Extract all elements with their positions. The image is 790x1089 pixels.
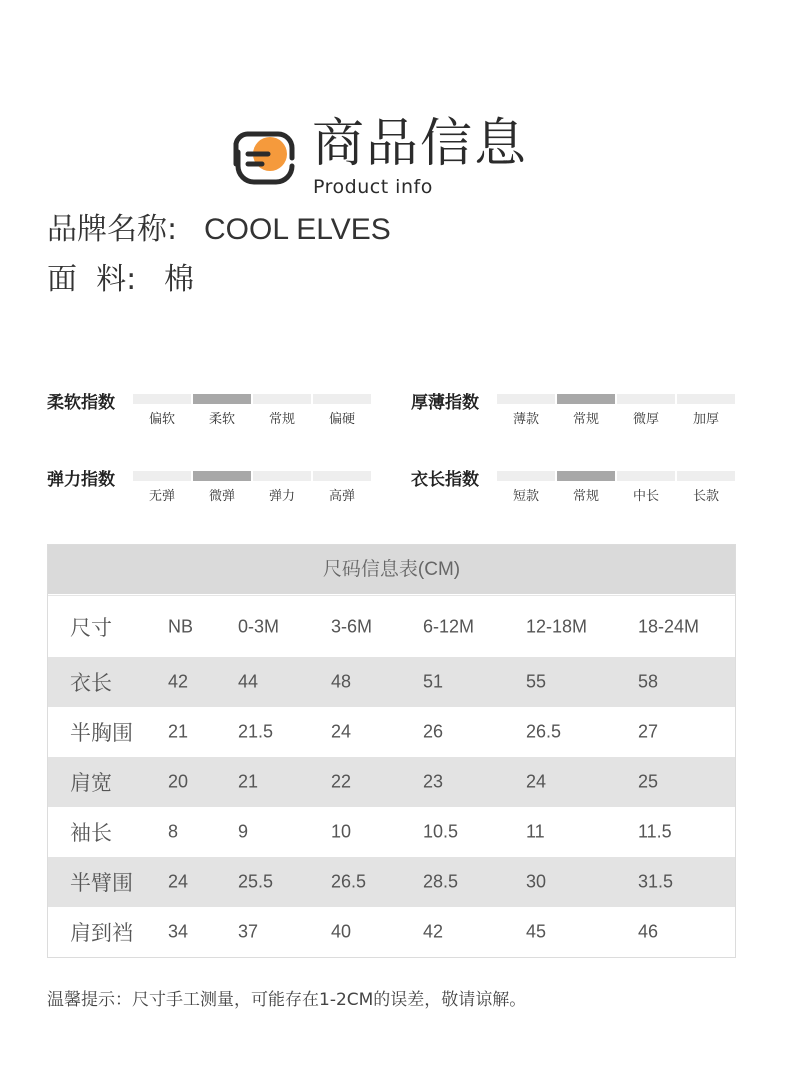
index-scale <box>133 471 371 481</box>
table-cell: 25.5 <box>238 871 274 892</box>
index-options <box>497 485 735 504</box>
size-header-cell: 6-12M <box>423 616 475 636</box>
index-options <box>133 485 371 504</box>
index-scale <box>133 394 371 404</box>
product-info-logo-icon <box>228 124 296 192</box>
table-cell: 46 <box>638 921 659 942</box>
index-bar <box>253 471 311 481</box>
index-option-label: 加厚 <box>692 412 719 427</box>
fabric-label: 面 料: <box>47 262 137 297</box>
size-table-body <box>48 595 735 957</box>
size-header-cell: NB <box>168 616 194 636</box>
index-bar <box>133 394 191 404</box>
index-option-label: 无弹 <box>148 489 175 504</box>
index-bar <box>677 394 735 404</box>
index-bar <box>617 471 675 481</box>
table-cell: 42 <box>168 671 189 692</box>
table-cell: 10 <box>331 821 352 842</box>
size-table-caption: 尺码信息表(CM) <box>48 545 735 595</box>
size-header-cell: 0-3M <box>238 616 280 636</box>
index-bar-selected <box>193 471 251 481</box>
index-bar <box>617 394 675 404</box>
index-options <box>497 408 735 427</box>
index-option-label: 长款 <box>692 489 719 504</box>
table-cell: 55 <box>526 671 547 692</box>
index-option-label: 常规 <box>572 412 599 427</box>
table-cell: 40 <box>331 921 352 942</box>
table-cell: 24 <box>526 771 547 792</box>
table-cell: 26.5 <box>331 871 367 892</box>
index-bar <box>313 471 371 481</box>
index-bar <box>497 471 555 481</box>
index-scale <box>497 394 735 404</box>
row-label: 肩宽 <box>70 771 112 795</box>
index-option-label: 常规 <box>572 489 599 504</box>
index-option-label: 弹力 <box>268 489 295 504</box>
table-cell: 20 <box>168 771 189 792</box>
index-option-label: 柔软 <box>208 412 235 427</box>
table-cell: 45 <box>526 921 547 942</box>
table-cell: 22 <box>331 771 352 792</box>
table-cell: 31.5 <box>638 871 674 892</box>
table-row <box>48 857 735 907</box>
brand-label: 品牌名称: <box>47 212 178 247</box>
row-label: 衣长 <box>70 671 112 695</box>
table-cell: 37 <box>238 921 259 942</box>
table-cell: 23 <box>423 771 444 792</box>
table-cell: 51 <box>423 671 444 692</box>
index-option-label: 偏软 <box>148 412 175 427</box>
size-header-cell: 18-24M <box>638 616 700 636</box>
index-scale <box>497 471 735 481</box>
table-cell: 42 <box>423 921 444 942</box>
index-options <box>133 408 371 427</box>
table-cell: 48 <box>331 671 352 692</box>
table-cell: 24 <box>168 871 189 892</box>
index-option-label: 微弹 <box>208 489 235 504</box>
table-cell: 44 <box>238 671 259 692</box>
size-table <box>47 544 736 958</box>
index-option-label: 高弹 <box>328 489 355 504</box>
table-cell: 11.5 <box>638 821 672 842</box>
table-cell: 24 <box>331 721 352 742</box>
table-cell: 26.5 <box>526 721 562 742</box>
index-block <box>411 388 741 448</box>
index-bar <box>313 394 371 404</box>
index-label: 衣长指数 <box>411 470 479 490</box>
table-row <box>48 907 735 957</box>
index-option-label: 微厚 <box>632 412 659 427</box>
index-block <box>47 388 377 448</box>
table-cell: 8 <box>168 821 179 842</box>
measurement-tip: 温馨提示：尺寸手工测量，可能存在1-2CM的误差，敬请谅解。 <box>47 990 527 1010</box>
table-cell: 26 <box>423 721 444 742</box>
row-label: 袖长 <box>70 821 112 845</box>
table-row <box>48 807 735 857</box>
size-table-header-row <box>48 595 735 657</box>
table-cell: 28.5 <box>423 871 459 892</box>
table-cell: 27 <box>638 721 659 742</box>
index-option-label: 偏硬 <box>328 412 355 427</box>
table-row <box>48 657 735 707</box>
index-option-label: 常规 <box>268 412 295 427</box>
row-label: 半胸围 <box>70 721 133 745</box>
table-row <box>48 757 735 807</box>
fabric-row <box>47 262 194 298</box>
table-cell: 25 <box>638 771 659 792</box>
table-cell: 30 <box>526 871 547 892</box>
index-bar <box>253 394 311 404</box>
row-label: 肩到裆 <box>70 921 133 945</box>
table-cell: 21.5 <box>238 721 274 742</box>
table-cell: 34 <box>168 921 189 942</box>
table-cell: 11 <box>526 821 545 842</box>
size-header-label: 尺寸 <box>70 615 112 640</box>
fabric-value: 棉 <box>164 262 194 297</box>
brand-value: COOL ELVES <box>204 213 391 246</box>
index-block <box>411 465 741 525</box>
table-cell: 21 <box>238 771 259 792</box>
index-bar-selected <box>193 394 251 404</box>
index-label: 柔软指数 <box>47 393 115 413</box>
table-cell: 9 <box>238 821 249 842</box>
index-label: 厚薄指数 <box>411 393 479 413</box>
row-label: 半臂围 <box>70 871 133 895</box>
index-bar-selected <box>557 394 615 404</box>
index-bar <box>133 471 191 481</box>
table-cell: 21 <box>168 721 189 742</box>
index-option-label: 短款 <box>512 489 539 504</box>
page-subtitle: Product info <box>313 176 433 198</box>
index-bar-selected <box>557 471 615 481</box>
index-label: 弹力指数 <box>47 470 115 490</box>
index-block <box>47 465 377 525</box>
index-bar <box>497 394 555 404</box>
page-title: 商品信息 <box>312 114 529 174</box>
size-header-cell: 12-18M <box>526 616 588 636</box>
index-option-label: 中长 <box>632 489 659 504</box>
brand-row <box>47 212 391 248</box>
index-bar <box>677 471 735 481</box>
table-cell: 10.5 <box>423 821 459 842</box>
index-option-label: 薄款 <box>512 412 539 427</box>
table-row <box>48 707 735 757</box>
table-cell: 58 <box>638 671 659 692</box>
size-header-cell: 3-6M <box>331 616 373 636</box>
